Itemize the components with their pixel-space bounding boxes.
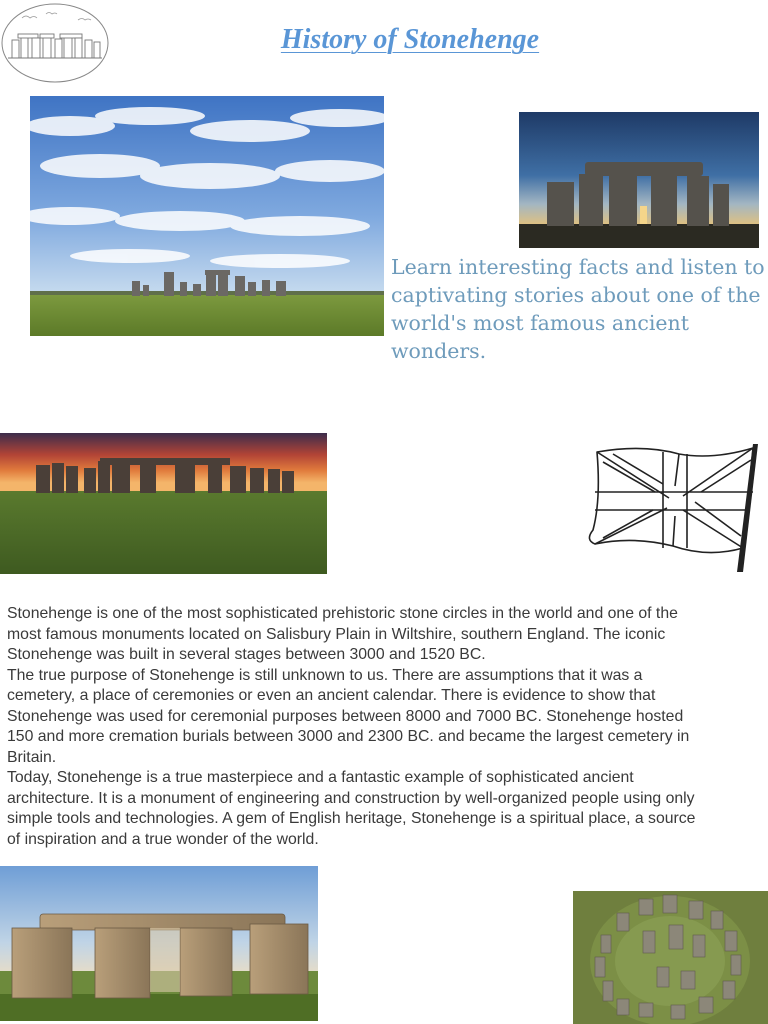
body-paragraph: The true purpose of Stonehenge is still unknown to us. There are assumptions that it was a cemetery, a place of ceremonies or even an ancient calendar. There is evidence to show that Stonehenge was used for ceremonial purposes between 8000 and 7000 BC. Stonehenge hosted 150 and more cremation burials between 3000 and 2300 BC. and became the largest cemetery in Britain. bbox=[7, 666, 690, 766]
body-paragraph: Stonehenge is one of the most sophisticated prehistoric stone circles in the world and one of the most famous monuments located on Salisbury Plain in Wiltshire, southern England. The iconic Stonehenge was built in several stages between 3000 and 1520 BC. bbox=[7, 605, 678, 663]
body-paragraph: Today, Stonehenge is a true masterpiece and a fantastic example of sophisticated ancient architecture. It is a monument of engineering and construction by well-organized people using only simple tools and technologies. A gem of English heritage, Stonehenge is a spiritual place, a source of inspiration and a true wonder of the world. bbox=[7, 769, 696, 848]
photo-cloudy-sky bbox=[30, 96, 384, 336]
history-body-text bbox=[7, 604, 707, 850]
union-jack-flag-drawing bbox=[583, 440, 761, 575]
page-title: History of Stonehenge bbox=[280, 24, 540, 55]
photo-aerial-circle bbox=[573, 891, 768, 1024]
photo-trilithons-closeup bbox=[0, 866, 318, 1021]
photo-dusk-silhouette bbox=[519, 112, 759, 248]
stonehenge-logo bbox=[0, 2, 110, 84]
photo-sunset-red-sky bbox=[0, 433, 327, 574]
intro-tagline: Learn interesting facts and listen to captivating stories about one of the world's most famous ancient wonders. bbox=[391, 255, 765, 363]
